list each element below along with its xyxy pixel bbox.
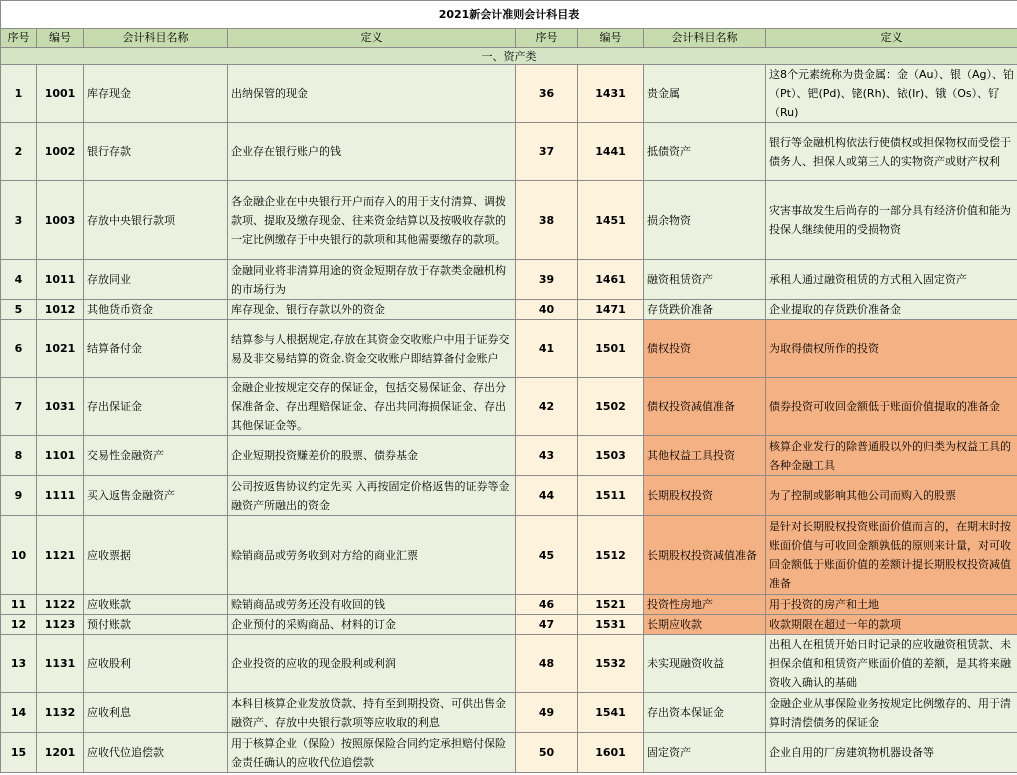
cell-left-code[interactable]: 1122 <box>37 595 84 615</box>
cell-left-code[interactable]: 1123 <box>37 615 84 635</box>
cell-left-seq[interactable]: 8 <box>1 436 37 476</box>
cell-right-name[interactable]: 其他权益工具投资 <box>644 436 766 476</box>
cell-left-code[interactable]: 1012 <box>37 300 84 320</box>
cell-right-seq[interactable]: 38 <box>516 181 578 260</box>
cell-right-def[interactable]: 出租人在租赁开始日时记录的应收融资租赁款、未担保余值和租赁资产账面价值的差额，是其将来融资收入确认的基础 <box>766 635 1017 693</box>
cell-left-name[interactable]: 应收利息 <box>84 693 228 733</box>
section-row <box>1 48 1017 65</box>
cell-left-code[interactable]: 1011 <box>37 260 84 300</box>
cell-left-name[interactable]: 存放中央银行款项 <box>84 181 228 260</box>
cell-left-code[interactable]: 1121 <box>37 516 84 595</box>
cell-right-seq[interactable]: 40 <box>516 300 578 320</box>
cell-right-seq[interactable]: 47 <box>516 615 578 635</box>
cell-right-seq[interactable]: 44 <box>516 476 578 516</box>
table-row <box>1 123 1017 181</box>
table-row <box>1 595 1017 615</box>
cell-left-seq[interactable]: 2 <box>1 123 37 181</box>
cell-left-seq[interactable]: 5 <box>1 300 37 320</box>
cell-left-code[interactable]: 1201 <box>37 733 84 773</box>
table-row <box>1 693 1017 733</box>
cell-left-code[interactable]: 1101 <box>37 436 84 476</box>
cell-right-name[interactable]: 融资租赁资产 <box>644 260 766 300</box>
cell-left-def[interactable]: 用于核算企业（保险）按照原保险合同约定承担赔付保险金责任确认的应收代位追偿款 <box>228 733 516 773</box>
cell-right-code[interactable]: 1451 <box>578 181 644 260</box>
header-code-left[interactable]: 编号 <box>37 29 84 48</box>
table-row <box>1 516 1017 595</box>
table-row <box>1 476 1017 516</box>
cell-right-name[interactable]: 长期股权投资 <box>644 476 766 516</box>
cell-right-def[interactable]: 为取得债权所作的投资 <box>766 320 1017 378</box>
cell-left-name[interactable]: 应收账款 <box>84 595 228 615</box>
cell-right-name[interactable]: 抵债资产 <box>644 123 766 181</box>
cell-left-name[interactable]: 银行存款 <box>84 123 228 181</box>
header-row <box>1 29 1017 48</box>
table-row <box>1 615 1017 635</box>
cell-left-name[interactable]: 存出保证金 <box>84 378 228 436</box>
cell-right-seq[interactable]: 50 <box>516 733 578 773</box>
cell-right-name[interactable]: 固定资产 <box>644 733 766 773</box>
table-row <box>1 436 1017 476</box>
cell-right-seq[interactable]: 42 <box>516 378 578 436</box>
cell-left-name[interactable]: 其他货币资金 <box>84 300 228 320</box>
cell-right-seq[interactable]: 36 <box>516 65 578 123</box>
cell-left-seq[interactable]: 6 <box>1 320 37 378</box>
table-row <box>1 181 1017 260</box>
table-row <box>1 300 1017 320</box>
cell-right-name[interactable]: 投资性房地产 <box>644 595 766 615</box>
cell-right-def[interactable]: 债券投资可收回金额低于账面价值提取的准备金 <box>766 378 1017 436</box>
cell-left-seq[interactable]: 12 <box>1 615 37 635</box>
cell-left-name[interactable]: 应收票据 <box>84 516 228 595</box>
cell-left-name[interactable]: 交易性金融资产 <box>84 436 228 476</box>
cell-right-seq[interactable]: 43 <box>516 436 578 476</box>
cell-left-def[interactable]: 企业预付的采购商品、材料的订金 <box>228 615 516 635</box>
cell-right-code[interactable]: 1532 <box>578 635 644 693</box>
cell-left-def[interactable]: 结算参与人根据规定,存放在其资金交收账户中用于证券交易及非交易结算的资金.资金交收账户即结算备付金账户 <box>228 320 516 378</box>
table-row <box>1 260 1017 300</box>
header-name-left[interactable]: 会计科目名称 <box>84 29 228 48</box>
cell-right-code[interactable]: 1521 <box>578 595 644 615</box>
cell-left-code[interactable]: 1131 <box>37 635 84 693</box>
header-def-right[interactable]: 定义 <box>766 29 1017 48</box>
cell-left-code[interactable]: 1001 <box>37 65 84 123</box>
cell-left-code[interactable]: 1132 <box>37 693 84 733</box>
cell-right-code[interactable]: 1531 <box>578 615 644 635</box>
cell-right-def[interactable]: 核算企业发行的除普通股以外的归类为权益工具的各种金融工具 <box>766 436 1017 476</box>
cell-right-code[interactable]: 1501 <box>578 320 644 378</box>
cell-right-seq[interactable]: 48 <box>516 635 578 693</box>
cell-right-code[interactable]: 1512 <box>578 516 644 595</box>
cell-left-seq[interactable]: 9 <box>1 476 37 516</box>
cell-right-def[interactable]: 收款期限在超过一年的款项 <box>766 615 1017 635</box>
cell-left-seq[interactable]: 13 <box>1 635 37 693</box>
cell-right-code[interactable]: 1541 <box>578 693 644 733</box>
cell-right-def[interactable]: 承租人通过融资租赁的方式租入固定资产 <box>766 260 1017 300</box>
cell-right-def[interactable]: 银行等金融机构依法行使债权或担保物权而受偿于债务人、担保人或第三人的实物资产或财产权利 <box>766 123 1017 181</box>
cell-right-def[interactable]: 企业提取的存货跌价准备金 <box>766 300 1017 320</box>
cell-right-code[interactable]: 1461 <box>578 260 644 300</box>
cell-left-seq[interactable]: 7 <box>1 378 37 436</box>
cell-left-seq[interactable]: 11 <box>1 595 37 615</box>
cell-left-def[interactable]: 企业投资的应收的现金股利或利润 <box>228 635 516 693</box>
cell-left-seq[interactable]: 14 <box>1 693 37 733</box>
cell-right-seq[interactable]: 39 <box>516 260 578 300</box>
cell-right-name[interactable]: 长期股权投资减值准备 <box>644 516 766 595</box>
cell-right-name[interactable]: 长期应收款 <box>644 615 766 635</box>
cell-right-def[interactable]: 企业自用的厂房建筑物机器设备等 <box>766 733 1017 773</box>
header-code-right[interactable]: 编号 <box>578 29 644 48</box>
cell-right-name[interactable]: 存货跌价准备 <box>644 300 766 320</box>
cell-left-def[interactable]: 金融同业将非清算用途的资金短期存放于存款类金融机构的市场行为 <box>228 260 516 300</box>
cell-left-def[interactable]: 金融企业按规定交存的保证金，包括交易保证金、存出分保准备金、存出理赔保证金、存出共同海损保证金、存出其他保证金等。 <box>228 378 516 436</box>
cell-left-def[interactable]: 赊销商品或劳务收到对方给的商业汇票 <box>228 516 516 595</box>
cell-right-def[interactable]: 金融企业从事保险业务按规定比例缴存的、用于清算时清偿债务的保证金 <box>766 693 1017 733</box>
cell-right-name[interactable]: 存出资本保证金 <box>644 693 766 733</box>
cell-right-seq[interactable]: 46 <box>516 595 578 615</box>
cell-left-seq[interactable]: 3 <box>1 181 37 260</box>
cell-left-def[interactable]: 公司按返售协议约定先买 入再按固定价格返售的证券等金融资产所融出的资金 <box>228 476 516 516</box>
cell-left-seq[interactable]: 4 <box>1 260 37 300</box>
cell-right-code[interactable]: 1431 <box>578 65 644 123</box>
cell-left-def[interactable]: 企业存在银行账户的钱 <box>228 123 516 181</box>
header-def-left[interactable]: 定义 <box>228 29 516 48</box>
cell-right-def[interactable]: 这8个元素统称为贵金属：金（Au）、银（Ag）、铂（Pt）、钯(Pd)、铑(Rh)、铱(Ir)、锇（Os）、钌（Ru) <box>766 65 1017 123</box>
header-name-right[interactable]: 会计科目名称 <box>644 29 766 48</box>
table-row <box>1 733 1017 773</box>
table-row <box>1 635 1017 693</box>
cell-right-seq[interactable]: 37 <box>516 123 578 181</box>
sheet-title[interactable]: 2021新会计准则会计科目表 <box>1 1 1017 29</box>
cell-right-def[interactable]: 是针对长期股权投资账面价值而言的，在期末时按账面价值与可收回金额孰低的原则来计量，对可收回金额低于账面价值的差额计提长期股权投资减值准备 <box>766 516 1017 595</box>
cell-left-def[interactable]: 出纳保管的现金 <box>228 65 516 123</box>
cell-right-name[interactable]: 贵金属 <box>644 65 766 123</box>
cell-right-code[interactable]: 1601 <box>578 733 644 773</box>
cell-right-def[interactable]: 用于投资的房产和土地 <box>766 595 1017 615</box>
cell-right-code[interactable]: 1441 <box>578 123 644 181</box>
cell-left-name[interactable]: 存放同业 <box>84 260 228 300</box>
cell-right-name[interactable]: 债权投资 <box>644 320 766 378</box>
cell-right-code[interactable]: 1511 <box>578 476 644 516</box>
cell-left-name[interactable]: 应收股利 <box>84 635 228 693</box>
cell-left-name[interactable]: 结算备付金 <box>84 320 228 378</box>
cell-right-code[interactable]: 1471 <box>578 300 644 320</box>
cell-right-name[interactable]: 未实现融资收益 <box>644 635 766 693</box>
cell-left-def[interactable]: 企业短期投资赚差价的股票、债券基金 <box>228 436 516 476</box>
cell-left-name[interactable]: 预付账款 <box>84 615 228 635</box>
cell-right-code[interactable]: 1503 <box>578 436 644 476</box>
cell-left-code[interactable]: 1031 <box>37 378 84 436</box>
cell-right-name[interactable]: 损余物资 <box>644 181 766 260</box>
cell-left-seq[interactable]: 15 <box>1 733 37 773</box>
cell-right-def[interactable]: 灾害事故发生后尚存的一部分具有经济价值和能为投保人继续使用的受损物资 <box>766 181 1017 260</box>
table-row <box>1 65 1017 123</box>
cell-left-def[interactable]: 赊销商品或劳务还没有收回的钱 <box>228 595 516 615</box>
cell-left-name[interactable]: 应收代位追偿款 <box>84 733 228 773</box>
section-title[interactable]: 一、资产类 <box>1 48 1017 65</box>
table-row <box>1 320 1017 378</box>
cell-left-code[interactable]: 1003 <box>37 181 84 260</box>
table-row <box>1 378 1017 436</box>
cell-left-name[interactable]: 买入返售金融资产 <box>84 476 228 516</box>
cell-right-seq[interactable]: 49 <box>516 693 578 733</box>
header-seq-right[interactable]: 序号 <box>516 29 578 48</box>
cell-right-def[interactable]: 为了控制或影响其他公司而购入的股票 <box>766 476 1017 516</box>
cell-right-name[interactable]: 债权投资减值准备 <box>644 378 766 436</box>
cell-left-seq[interactable]: 1 <box>1 65 37 123</box>
cell-right-seq[interactable]: 41 <box>516 320 578 378</box>
cell-left-def[interactable]: 库存现金、银行存款以外的资金 <box>228 300 516 320</box>
cell-left-code[interactable]: 1002 <box>37 123 84 181</box>
cell-left-def[interactable]: 本科目核算企业发放贷款、持有至到期投资、可供出售金融资产、存放中央银行款项等应收取的利息 <box>228 693 516 733</box>
cell-left-code[interactable]: 1111 <box>37 476 84 516</box>
cell-left-seq[interactable]: 10 <box>1 516 37 595</box>
cell-left-code[interactable]: 1021 <box>37 320 84 378</box>
cell-left-def[interactable]: 各金融企业在中央银行开户而存入的用于支付清算、调拨款项、提取及缴存现金、往来资金结算以及按吸收存款的一定比例缴存于中央银行的款项和其他需要缴存的款项。 <box>228 181 516 260</box>
cell-right-code[interactable]: 1502 <box>578 378 644 436</box>
cell-right-seq[interactable]: 45 <box>516 516 578 595</box>
cell-left-name[interactable]: 库存现金 <box>84 65 228 123</box>
header-seq-left[interactable]: 序号 <box>1 29 37 48</box>
